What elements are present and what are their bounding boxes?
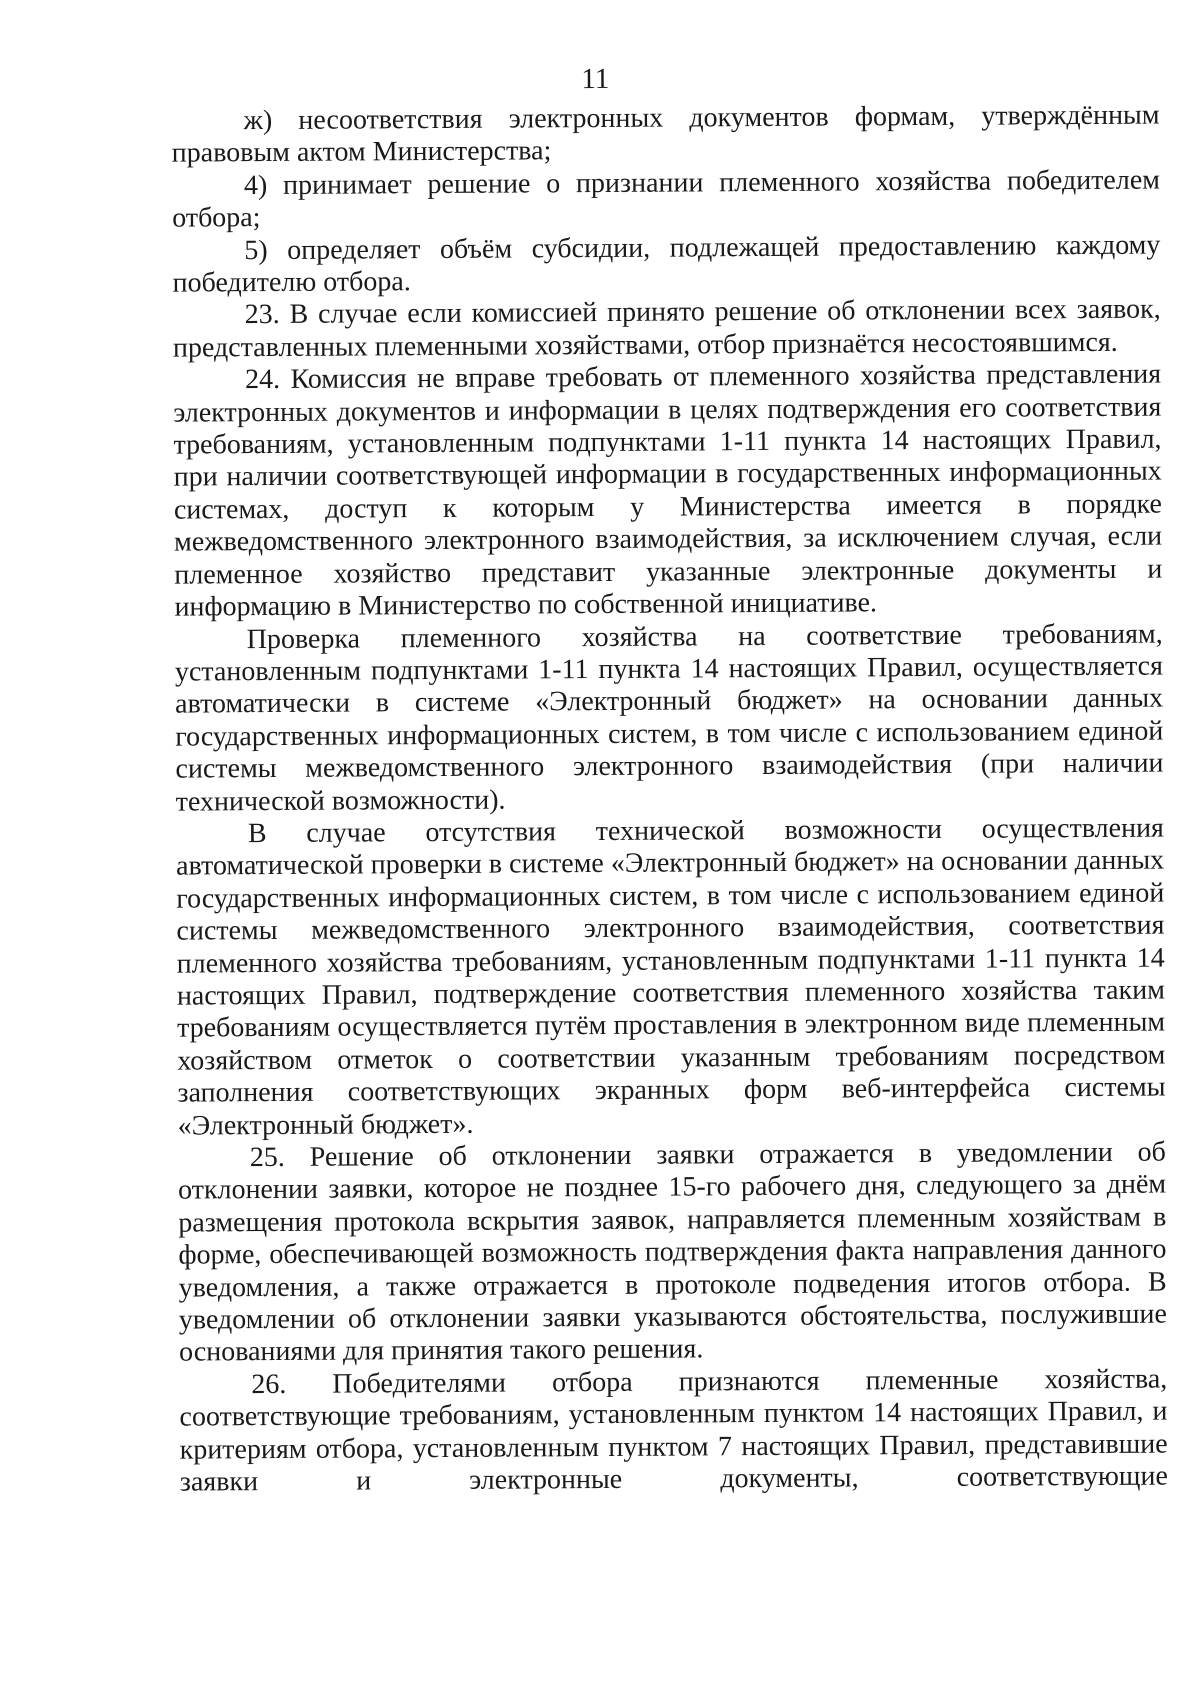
paragraph-5: 5) определяет объём субсидии, подлежащей предоставлению каждому победителю отбора. [172, 229, 1161, 299]
paragraph-26: 26. Победителями отбора признаются племенные хозяйства, соответствующие требованиям, установленным пунктом 14 настоящих Правил, и критериям отбора, установленным пунктом 7 настоящих Правил, представившие заявки и электронные документы, соответствующие [179, 1363, 1168, 1498]
document-body [171, 100, 1167, 1499]
page-number: 11 [581, 62, 610, 96]
paragraph-zh: ж) несоответствия электронных документов формам, утверждённым правовым актом Министерства; [171, 99, 1160, 170]
paragraph-4: 4) принимает решение о признании племенного хозяйства победителем отбора; [172, 164, 1161, 234]
paragraph-24: 24. Комиссия не вправе требовать от племенного хозяйства представления электронных документов и информации в целях подтверждения его соответствия требованиям, установленным подпунктами 1-11 пункта 14 настоящих Правил, при наличии соответствующей информации в государственных информационных системах, доступ к которым у Министерства имеется в порядке межведомственного электронного взаимодействия, за исключением случая, если племенное хозяйство представит указанные электронные документы и информацию в Министерство по собственной инициативе. [173, 358, 1163, 623]
paragraph-manual-check: В случае отсутствия технической возможности осуществления автоматической проверки в системе «Электронный бюджет» на основании данных государственных информационных систем, в том числе с использованием единой системы межведомственного электронного взаимодействия, соответствия племенного хозяйства требованиям, установленным подпунктами 1-11 пункта 14 настоящих Правил, подтверждение соответствия племенного хозяйства таким требованиям осуществляется путём проставления в электронном виде племенным хозяйством отметок о соответствии указанным требованиям посредством заполнения соответствующих экранных форм веб-интерфейса системы «Электронный бюджет». [176, 812, 1166, 1142]
paragraph-25: 25. Решение об отклонении заявки отражается в уведомлении об отклонении заявки, которое не позднее 15-го рабочего дня, следующего за днём размещения протокола вскрытия заявок, направляется племенным хозяйствам в форме, обеспечивающей возможность подтверждения факта направления данного уведомления, а также отражается в протоколе подведения итогов отбора. В уведомлении об отклонении заявки указываются обстоятельства, послужившие основаниями для принятия такого решения. [177, 1136, 1167, 1369]
paragraph-23: 23. В случае если комиссией принято решение об отклонении всех заявок, представленных племенными хозяйствами, отбор признаётся несостоявшимся. [172, 294, 1161, 364]
paragraph-automatic-check: Проверка племенного хозяйства на соответствие требованиям, установленным подпунктами 1-11 пункта 14 настоящих Правил, осуществляется автоматически в системе «Электронный бюджет» на основании данных государственных информационных систем, в том числе с использованием единой системы межведомственного электронного взаимодействия (при наличии технической возможности). [174, 618, 1164, 818]
